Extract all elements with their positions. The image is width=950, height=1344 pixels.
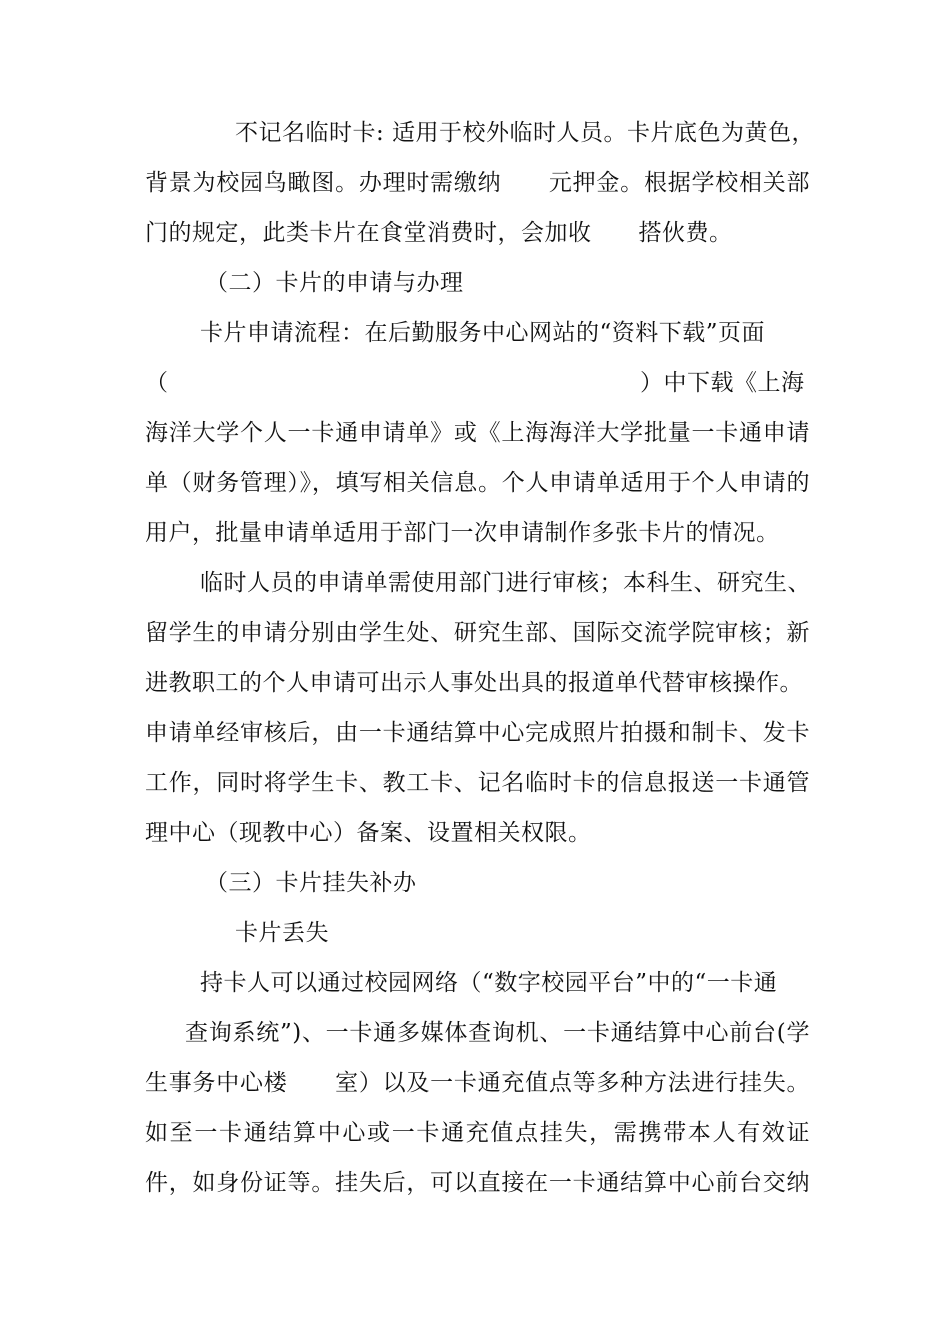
text-line: 卡片申请流程：在后勤服务中心网站的“资料下载”页面 — [200, 320, 766, 346]
text-line: 留学生的申请分别由学生处、研究生部、国际交流学院审核；新 — [145, 620, 810, 646]
text-line: 进教职工的个人申请可出示人事处出具的报道单代替审核操作。 — [145, 670, 803, 696]
text-line: 单（财务管理）》，填写相关信息。个人申请单适用于个人申请的 — [145, 470, 810, 496]
text-line: 生事务中心楼 室）以及一卡通充值点等多种方法进行挂失。 — [145, 1070, 810, 1096]
section-heading: （二）卡片的申请与办理 — [205, 270, 464, 296]
text-line: 查询系统”)、一卡通多媒体查询机、一卡通结算中心前台(学 — [185, 1020, 810, 1046]
text-line: 门的规定，此类卡片在食堂消费时，会加收 搭伙费。 — [145, 220, 733, 246]
text-line: 用户，批量申请单适用于部门一次申请制作多张卡片的情况。 — [145, 520, 780, 546]
text-line: 理中心（现教中心）备案、设置相关权限。 — [145, 820, 592, 846]
text-line: 件，如身份证等。挂失后，可以直接在一卡通结算中心前台交纳 — [145, 1170, 810, 1196]
text-line: 工作，同时将学生卡、教工卡、记名临时卡的信息报送一卡通管 — [145, 770, 810, 796]
text-line: 持卡人可以通过校园网络（“数字校园平台”中的“一卡通 — [200, 970, 778, 996]
text-line: ）中下载《上海 — [640, 370, 805, 396]
text-line: 临时人员的申请单需使用部门进行审核；本科生、研究生、 — [200, 570, 811, 596]
text-line: 背景为校园鸟瞰图。办理时需缴纳 元押金。根据学校相关部 — [145, 170, 810, 196]
text-line: 申请单经审核后，由一卡通结算中心完成照片拍摄和制卡、发卡 — [145, 720, 810, 746]
section-heading: （三）卡片挂失补办 — [205, 870, 417, 896]
subsection-heading: 卡片丢失 — [235, 920, 329, 946]
text-line: 不记名临时卡: 适用于校外临时人员。卡片底色为黄色， — [235, 120, 816, 146]
text-line: （ — [145, 370, 169, 396]
text-line: 海洋大学个人一卡通申请单》或《上海海洋大学批量一卡通申请 — [145, 420, 810, 446]
text-line: 如至一卡通结算中心或一卡通充值点挂失，需携带本人有效证 — [145, 1120, 810, 1146]
